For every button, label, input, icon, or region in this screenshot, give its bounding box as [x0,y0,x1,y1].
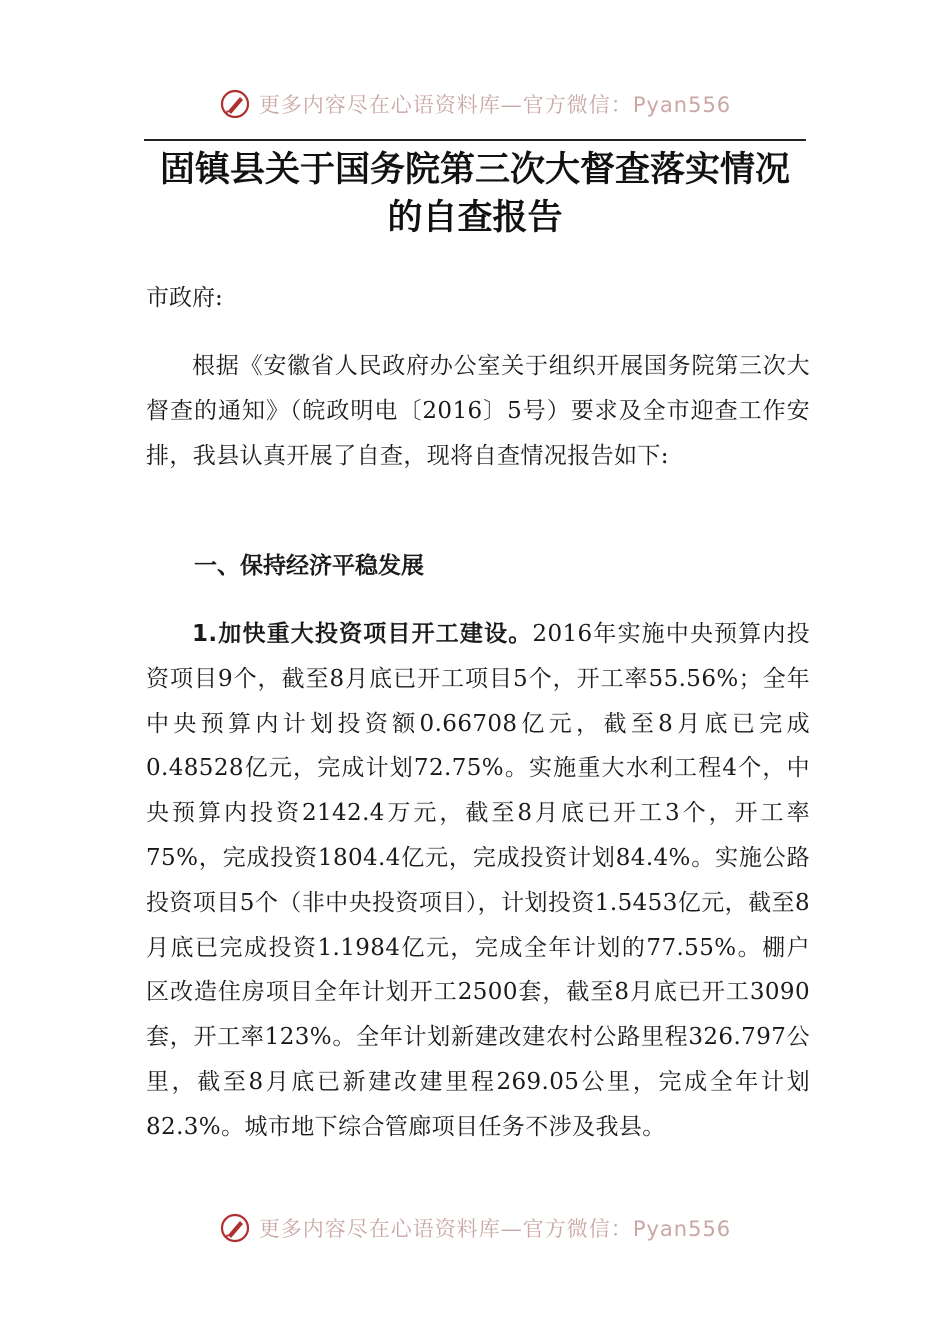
intro-paragraph: 根据《安徽省人民政府办公室关于组织开展国务院第三次大督查的通知》（皖政明电〔2016〕5号）要求及全市迎查工作安排，我县认真开展了自查，现将自查情况报告如下: [146,353,810,469]
watermark-banner-top [0,84,950,124]
watermark-banner-bottom [0,1208,950,1248]
section-heading: 一、保持经济平稳发展 [194,553,424,579]
watermark-text: 更多内容尽在心语资料库—官方微信：Pyan556 [258,93,732,117]
watermark-text: 更多内容尽在心语资料库—官方微信：Pyan556 [258,1217,732,1241]
salutation: 市政府: [146,285,223,311]
title-line-1: 固镇县关于国务院第三次大督查落实情况 [159,149,790,190]
title-line-2: 的自查报告 [387,197,563,238]
body-paragraph [146,612,810,1150]
wechat-id: Pyan556 [632,1217,732,1241]
item-body: 2016年实施中央预算内投资项目9个，截至8月底已开工项目5个，开工率55.56%；全年中央预算内计划投资额0.66708亿元，截至8月底已完成0.48528亿元，完成计划72.75%。实施重大水利工程4个，中央预算内投资2142.4万元，截至8月底已开工3个，开工率75%，完成投资1804.4亿元，完成投资计划84.4%。实施公路投资项目5个（非中央投资项目），计划投资1.5453亿元，截至8月底已完成投资1.1984亿元，完成全年计划的77.55%。棚户区改造住房项目全年计划开工2500套，截至8月底已开工3090套，开工率123%。全年计划新建改建农村公路里程326.797公里，截至8月底已新建改建里程269.05公里，完成全年计划82.3%。城市地下综合管廊项目任务不涉及我县。 [146,621,810,1140]
wechat-id: Pyan556 [632,93,732,117]
pen-logo-icon [219,1212,251,1244]
header-rule [144,139,806,141]
pen-logo-icon [219,88,251,120]
document-title [140,146,810,242]
item-lead: 1.加快重大投资项目开工建设。 [192,621,533,647]
